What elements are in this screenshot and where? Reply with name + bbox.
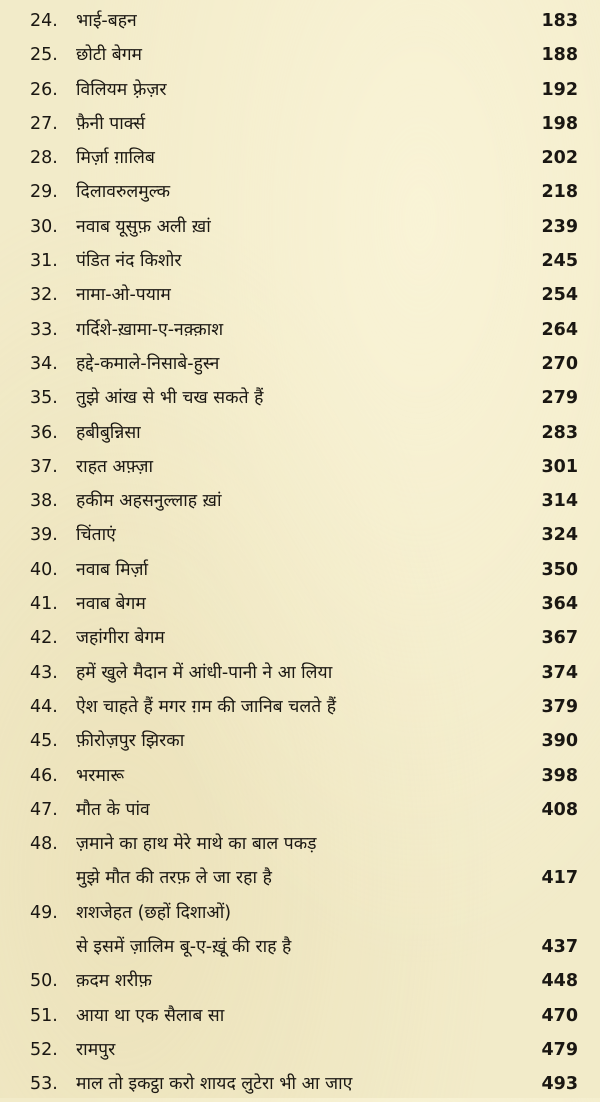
entry-title: क़दम शरीफ़ <box>76 971 152 992</box>
toc-entry-46 <box>0 759 600 793</box>
entry-number: 44. <box>30 696 58 717</box>
entry-title: जहांगीरा बेगम <box>76 628 165 649</box>
entry-number: 27. <box>30 113 58 134</box>
entry-number: 26. <box>30 79 58 100</box>
entry-page: 239 <box>541 216 578 237</box>
entry-page: 379 <box>541 696 578 717</box>
toc-entry-34 <box>0 347 600 381</box>
entry-title: पंडित नंद किशोर <box>76 251 182 272</box>
entry-page: 301 <box>541 456 578 477</box>
entry-page: 390 <box>541 731 578 752</box>
entry-page: 192 <box>541 79 578 100</box>
entry-title: नामा-ओ-पयाम <box>76 285 171 306</box>
toc-entry-39 <box>0 518 600 552</box>
entry-page: 408 <box>541 799 578 820</box>
entry-number: 41. <box>30 594 58 615</box>
toc-entry-41 <box>0 587 600 621</box>
toc-entry-43 <box>0 656 600 690</box>
toc-entry-49 <box>0 896 600 965</box>
entry-number: 46. <box>30 765 58 786</box>
entry-page: 479 <box>541 1039 578 1060</box>
toc-entry-30 <box>0 210 600 244</box>
entry-title: माल तो इकट्ठा करो शायद लुटेरा भी आ जाए <box>76 1074 353 1095</box>
entry-number: 37. <box>30 456 58 477</box>
entry-number: 33. <box>30 319 58 340</box>
entry-number: 50. <box>30 971 58 992</box>
toc-entry-45 <box>0 724 600 758</box>
toc-entry-35 <box>0 381 600 415</box>
toc-entry-47 <box>0 793 600 827</box>
entry-number: 39. <box>30 525 58 546</box>
entry-title: मिर्ज़ा ग़ालिब <box>76 148 155 169</box>
entry-title: रामपुर <box>76 1039 116 1060</box>
toc-entry-27 <box>0 107 600 141</box>
entry-number: 51. <box>30 1005 58 1026</box>
table-of-contents <box>0 4 600 1102</box>
entry-number: 31. <box>30 251 58 272</box>
entry-title: गर्दिशे-ख़ामा-ए-नक़्क़ाश <box>76 319 224 340</box>
toc-entry-36 <box>0 416 600 450</box>
entry-page: 188 <box>541 45 578 66</box>
entry-number: 40. <box>30 559 58 580</box>
toc-entry-33 <box>0 313 600 347</box>
toc-entry-42 <box>0 621 600 655</box>
entry-title-line-1: ज़माने का हाथ मेरे माथे का बाल पकड़ <box>76 834 317 855</box>
entry-page: 493 <box>541 1074 578 1095</box>
toc-entry-51 <box>0 999 600 1033</box>
entry-title-line-2: से इसमें ज़ालिम बू-ए-ख़ूं की राह है <box>76 937 292 958</box>
entry-page: 245 <box>541 251 578 272</box>
entry-number: 47. <box>30 799 58 820</box>
toc-entry-38 <box>0 484 600 518</box>
entry-number: 38. <box>30 491 58 512</box>
toc-entry-40 <box>0 553 600 587</box>
entry-page: 448 <box>541 971 578 992</box>
toc-entry-26 <box>0 73 600 107</box>
entry-title: मौत के पांव <box>76 799 150 820</box>
toc-entry-28 <box>0 141 600 175</box>
toc-entry-24 <box>0 4 600 38</box>
entry-page: 254 <box>541 285 578 306</box>
entry-title <box>76 896 520 965</box>
entry-number: 48. <box>30 834 58 855</box>
entry-title: छोटी बेगम <box>76 45 143 66</box>
entry-page: 470 <box>541 1005 578 1026</box>
entry-number: 34. <box>30 353 58 374</box>
entry-page: 183 <box>541 11 578 31</box>
toc-entry-52 <box>0 1033 600 1067</box>
entry-number: 53. <box>30 1074 58 1095</box>
entry-number: 43. <box>30 662 58 683</box>
entry-title-line-1: शशजेहत (छहों दिशाओं) <box>76 902 232 923</box>
entry-title: हकीम अहसनुल्लाह ख़ां <box>76 491 222 512</box>
entry-title: हमें खुले मैदान में आंधी-पानी ने आ लिया <box>76 662 333 683</box>
toc-entry-29 <box>0 175 600 209</box>
toc-entry-37 <box>0 450 600 484</box>
entry-title: हद्दे-कमाले-निसाबे-हुस्न <box>76 353 220 374</box>
entry-page: 218 <box>541 182 578 203</box>
toc-entry-50 <box>0 964 600 998</box>
entry-page: 364 <box>541 594 578 615</box>
entry-page: 283 <box>541 422 578 443</box>
entry-title: फ़ीरोज़पुर झिरका <box>76 731 185 752</box>
entry-title: विलियम फ़्रेज़र <box>76 79 167 100</box>
entry-number: 35. <box>30 388 58 409</box>
entry-page: 314 <box>541 491 578 512</box>
entry-page: 374 <box>541 662 578 683</box>
entry-page: 417 <box>541 868 578 889</box>
entry-number: 30. <box>30 216 58 237</box>
entry-page: 264 <box>541 319 578 340</box>
entry-title: नवाब बेगम <box>76 594 146 615</box>
entry-title: नवाब मिर्ज़ा <box>76 559 149 580</box>
entry-title: भरमारू <box>76 765 125 786</box>
entry-number: 36. <box>30 422 58 443</box>
toc-entry-31 <box>0 244 600 278</box>
toc-entry-25 <box>0 38 600 72</box>
entry-number: 32. <box>30 285 58 306</box>
entry-title: चिंताएं <box>76 525 116 546</box>
entry-title: दिलावरुलमुल्क <box>76 182 171 203</box>
entry-title: नवाब यूसुफ़ अली ख़ां <box>76 216 211 237</box>
entry-number: 45. <box>30 731 58 752</box>
entry-title: भाई-बहन <box>76 11 137 31</box>
entry-page: 367 <box>541 628 578 649</box>
entry-page: 202 <box>541 148 578 169</box>
entry-number: 49. <box>30 902 58 923</box>
entry-title-line-2: मुझे मौत की तरफ़ ले जा रहा है <box>76 868 272 889</box>
entry-title: आया था एक सैलाब सा <box>76 1005 225 1026</box>
entry-page: 198 <box>541 113 578 134</box>
toc-entry-32 <box>0 278 600 312</box>
entry-page: 437 <box>541 937 578 958</box>
entry-number: 25. <box>30 45 58 66</box>
entry-number: 28. <box>30 148 58 169</box>
toc-entry-44 <box>0 690 600 724</box>
entry-title: हबीबुन्निसा <box>76 422 141 443</box>
entry-title: राहत अफ़्ज़ा <box>76 456 153 477</box>
toc-entry-53 <box>0 1067 600 1101</box>
entry-title: फ़ैनी पार्क्स <box>76 113 146 134</box>
entry-page: 279 <box>541 388 578 409</box>
entry-number: 29. <box>30 182 58 203</box>
entry-title: तुझे आंख से भी चख सकते हैं <box>76 388 264 409</box>
entry-number: 42. <box>30 628 58 649</box>
entry-title <box>76 827 520 896</box>
entry-page: 270 <box>541 353 578 374</box>
entry-page: 398 <box>541 765 578 786</box>
entry-page: 324 <box>541 525 578 546</box>
entry-title: ऐश चाहते हैं मगर ग़म की जानिब चलते हैं <box>76 696 337 717</box>
entry-number: 24. <box>30 11 58 31</box>
entry-page: 350 <box>541 559 578 580</box>
entry-number: 52. <box>30 1039 58 1060</box>
toc-entry-48 <box>0 827 600 896</box>
